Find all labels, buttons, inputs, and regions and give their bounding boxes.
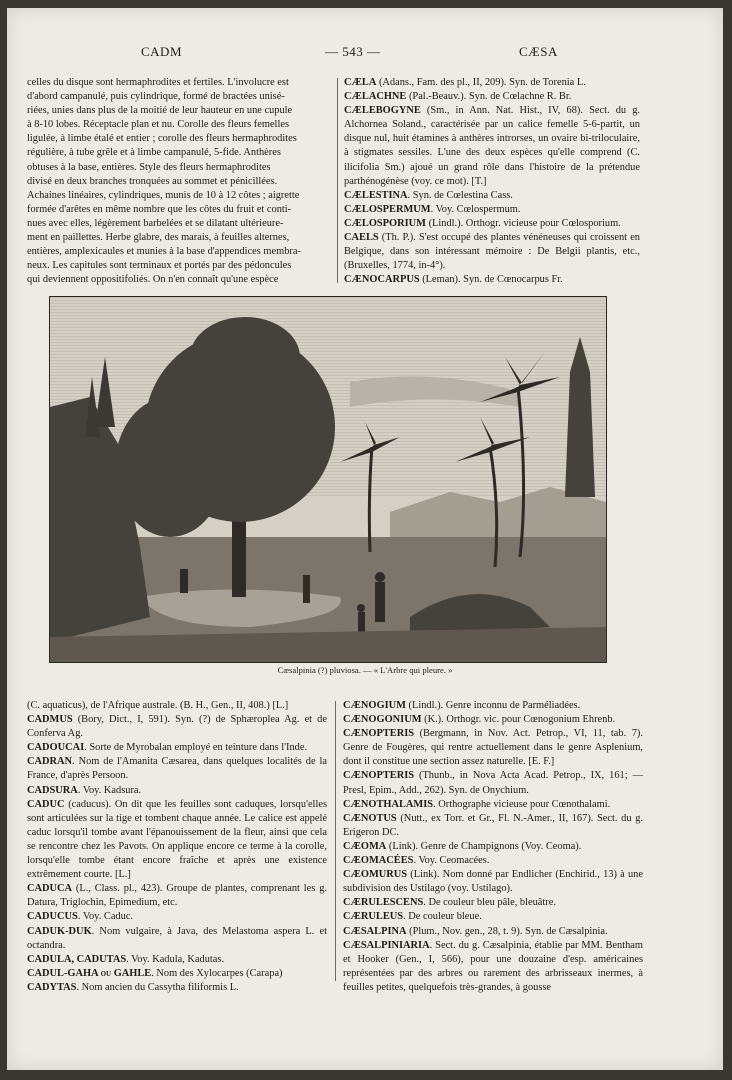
entry-headword: CÆNOGONIUM [343,714,422,726]
entry-headword: CADUCA [27,883,73,895]
entry-headword: CADUC [27,798,65,810]
entry-text: . Nom vulgaire, à Java, des Melastoma aspera L. et octandra. [27,925,327,951]
dictionary-entry [344,273,640,287]
entry-headword: CÆLEBOGYNE [344,105,421,117]
entry-headword: CÆNOTUS [343,812,397,824]
paragraph-line: formée d'arêtes en même nombre que les côtes du fruit et conti- [27,203,292,215]
entry-headword: CADMUS [27,714,73,726]
entry-text: (Link). Genre de Champignons (Voy. Ceoma). [386,840,582,852]
entry-headword: CÆNOCARPUS [344,274,420,286]
dictionary-entry [27,882,327,910]
entry-headword: CÆNOGIUM [343,700,406,711]
dictionary-entry [343,812,643,840]
paragraph-line: entières, amplexicaules et munies à la base d'appendices membra- [27,246,301,258]
paragraph-line: ligulée, à limbe étalé et entier ; corolle des fleurs hermaphrodites [27,133,297,145]
entry-headword: CÆOMURUS [343,869,408,881]
dictionary-entry [27,798,327,883]
entry-text: . Nom ancien du Cassytha filiformis L. [76,981,239,993]
landscape-engraving [50,297,606,662]
entry-headword: CÆRULESCENS [343,897,424,909]
engraving-illustration [49,296,607,663]
entry-text: (Lindl.). Genre inconnu de Parméliadées. [405,700,581,711]
running-header [7,44,723,66]
entry-headword: CAELS [344,232,379,244]
dictionary-entry [344,90,640,104]
entry-headword: CÆLOSPORIUM [344,217,426,229]
top-right-column [344,76,640,287]
entry-headword: CÆNOPTERIS [343,770,415,782]
entry-text: (Thunb., in Nova Acta Acad. Petrop., IX, 161; — Presl, Epim., Add., 262). Syn. de Onychium. [343,770,643,796]
entry-headword: CÆLOSPERMUM [344,203,431,215]
entry-headword: CÆLACHNE [344,91,407,103]
dictionary-entry [27,925,327,953]
header-left: CADM [141,44,183,59]
column-divider-bottom [335,701,336,981]
entry-headword: CADUCUS [27,911,78,923]
dictionary-entry [343,910,643,924]
entry-text: (Plum., Nov. gen., 28, t. 9). Syn. de Cæsalpinia. [406,925,608,937]
dictionary-entry [343,925,643,939]
dictionary-entry [27,741,327,755]
dictionary-entry [343,727,643,769]
paragraph-line: ment en paillettes. Herbe glabre, des marais, à feuilles alternes, [27,232,290,244]
dictionary-entry [27,981,327,995]
entry-headword: CÆOMA [343,840,387,852]
dictionary-entry [343,896,643,910]
entry-text: . Voy. Kadula, Kadutas. [126,953,225,965]
entry-text: (Bergmann, in Nov. Act. Petrop., VI, 11, tab. 7). Genre de Fougères, qui rentre actuellement dans le genre Asplenium, dont il constitue une section assez naturelle. [E. F.] [343,728,643,768]
dictionary-entry [343,713,643,727]
entry-text: . Voy. Kadsura. [77,784,142,796]
entry-text: . Voy. Ceomacées. [413,855,490,867]
entry-text: (Link). Nom donné par Endlicher (Enchirid., 13) à une subdivision des Ustilago (voy. Ustilago). [343,869,643,895]
entry-headword: CÆLA [344,77,377,88]
entry-headword: CADSURA [27,784,78,796]
dictionary-entry [27,699,327,713]
weeping-tree-top [190,317,300,397]
dictionary-entry [27,967,327,981]
entry-headword: CADUL-GAHA ou GAHLE [27,967,152,979]
dictionary-entry [27,713,327,741]
dictionary-entry [27,910,327,924]
dictionary-entry [343,798,643,812]
foliage [115,397,225,537]
entry-headword: CÆLESTINA [344,189,408,201]
dictionary-entry [344,189,640,203]
dictionary-entry [343,854,643,868]
entry-text: (Th. P.). S'est occupé des plantes vénéneuses qui croissent en Belgique, dans son intéressant mémoire : De Belgii plantis, etc., (Bruxelles, 1774, in-4°). [344,232,640,272]
dictionary-entry [27,755,327,783]
entry-text: . Voy. Caduc. [77,911,134,923]
entry-text: (C. aquaticus), de l'Afrique australe. (B. H., Gen., II, 408.) [L.] [27,700,289,711]
dictionary-entry [344,104,640,189]
entry-text: (K.). Orthogr. vic. pour Cœnogonium Ehrenb. [421,714,616,726]
bottom-left-column [27,699,327,995]
entry-text: (Pal.-Beauv.). Syn. de Cœlachne R. Br. [406,91,572,103]
entry-headword: CADOUCAI [27,742,85,754]
entry-text: . Sorte de Myrobalan employé en teinture dans l'Inde. [84,742,308,754]
entry-text: (L., Class. pl., 423). Groupe de plantes, comprenant les g. Datura, Triglochin, Epimedium, etc. [27,883,327,909]
dictionary-entry [343,699,643,713]
dictionary-entry [343,939,643,995]
dictionary-entry [343,868,643,896]
entry-text: (Sm., in Ann. Nat. Hist., IV, 68). Sect. du g. Alchornea Soland., caractérisée par un calice femelle 5-6-partit, un disque nul, huit étamines à anthères introrses, un ovaire bi-triloculaire, à stigmates sessiles. L'une des deux espèces qu'elle comprend (C. ilicifolia Sm.) ajoué un grand rôle dans l'histoire de la prétendue parthénogénèse (voy. ce mot). [T.] [344,105,640,187]
paragraph-line: qui deviennent oppositifoliés. On n'en connaît qu'une espèce [27,274,279,286]
dictionary-entry [343,840,643,854]
page-number: — 543 — [325,44,381,59]
entry-text: (Nutt., ex Torr. et Gr., Fl. N.-Amer., II, 167). Sect. du g. Erigeron DC. [343,812,643,838]
paragraph-line: d'abord campanulé, puis cylindrique, formé de bractées unisé- [27,91,285,103]
figure-caption: Cæsalpinia (?) pluviosa. — « L'Arbre qui pleure. » [277,665,453,675]
entry-text: . Syn. de Cœlestina Cass. [407,189,513,201]
entry-headword: CÆNOPTERIS [343,728,415,740]
entry-text: (Lindl.). Orthogr. vicieuse pour Cœlosporium. [425,217,621,229]
entry-headword: CADUK-DUK [27,925,92,937]
entry-text: (Bory, Dict., I, 591). Syn. (?) de Sphæroplea Ag. et de Conferva Ag. [27,714,327,740]
column-divider-top [337,78,338,283]
paragraph-line: régulière, à tube grêle et à limbe campanulé, 5-fide. Anthères [27,147,281,159]
entry-text: . De couleur bleu pâle, bleuâtre. [423,897,556,909]
entry-text: (caducus). On dit que les feuilles sont caduques, lorsqu'elles sont articulées sur la tige et tombent chaque année. Le calice est appelé caduc lorsqu'il tombe avant l'épanouissement de la fleur, ainsi que cela se rencontre chez les Pavots. On applique encore ce terme à la corolle, lorsqu'elle tombe étant encore fraîche et après une existence extrêmement courte. [L.] [27,798,327,881]
entry-headword: CÆSALPINA [343,925,407,937]
paragraph-line: riées, unies dans plus de la moitié de leur hauteur en une cupule [27,105,293,117]
entry-text: . Nom des Xylocarpes (Carapa) [151,967,283,979]
paragraph-line: Achaines linéaires, cylindriques, munis de 10 à 12 côtes ; aigrette [27,189,300,201]
paragraph-line: celles du disque sont hermaphrodites et fertiles. L'involucre est [27,77,289,88]
paragraph-line: nues avec elles, légèrement barbelées et se dilatant ultérieure- [27,217,284,229]
paragraph-line: obtuses à la base, entières. Style des fleurs hermaphrodites [27,161,271,173]
paragraph-line: à 8-10 lobes. Réceptacle plan et nu. Corolle des fleurs femelles [27,119,289,131]
dictionary-entry [344,231,640,273]
top-left-column [27,76,332,287]
dictionary-entry [344,76,640,90]
dictionary-entry [344,203,640,217]
entry-text: (Leman). Syn. de Cœnocarpus Fr. [419,274,563,286]
entry-text: . Orthographe vicieuse pour Cœnothalami. [433,798,611,810]
entry-headword: CÆSALPINIARIA [343,939,430,951]
entry-text: (Adans., Fam. des pl., II, 209). Syn. de Torenia L. [376,77,586,88]
entry-headword: CÆOMACÉES [343,855,414,867]
entry-headword: CADYTAS [27,981,77,993]
entry-text: . Nom de l'Amanita Cæsarea, dans quelques localités de la France, d'après Persoon. [27,756,327,782]
dictionary-entry [343,769,643,797]
dictionary-entry [27,953,327,967]
entry-text: . Voy. Cœlospermum. [430,203,521,215]
header-right: CÆSA [519,44,558,59]
dictionary-entry [27,784,327,798]
bottom-right-column [343,699,643,995]
entry-headword: CADRAN [27,756,73,768]
entry-headword: CÆNOTHALAMIS [343,798,434,810]
entry-headword: CADULA, CADUTAS [27,953,127,965]
entry-headword: CÆRULEUS [343,911,404,923]
paragraph-line: neux. Les capitules sont terminaux et portés par des pédoncules [27,260,292,272]
entry-text: . Sect. du g. Cæsalpinia, établie par MM. Bentham et Hooker (Gen., I, 566), pour une douzaine d'esp. américaines représentées par des arbres ou rarement des arbrisseaux inermes, à feuilles petites, quelquefois très-grandes, à gousse [343,939,643,993]
page [7,8,723,1070]
entry-text: . De couleur bleue. [403,911,482,923]
paragraph-line: divisé en deux branches tronquées au sommet et pénicillées. [27,175,278,187]
dictionary-entry [344,217,640,231]
